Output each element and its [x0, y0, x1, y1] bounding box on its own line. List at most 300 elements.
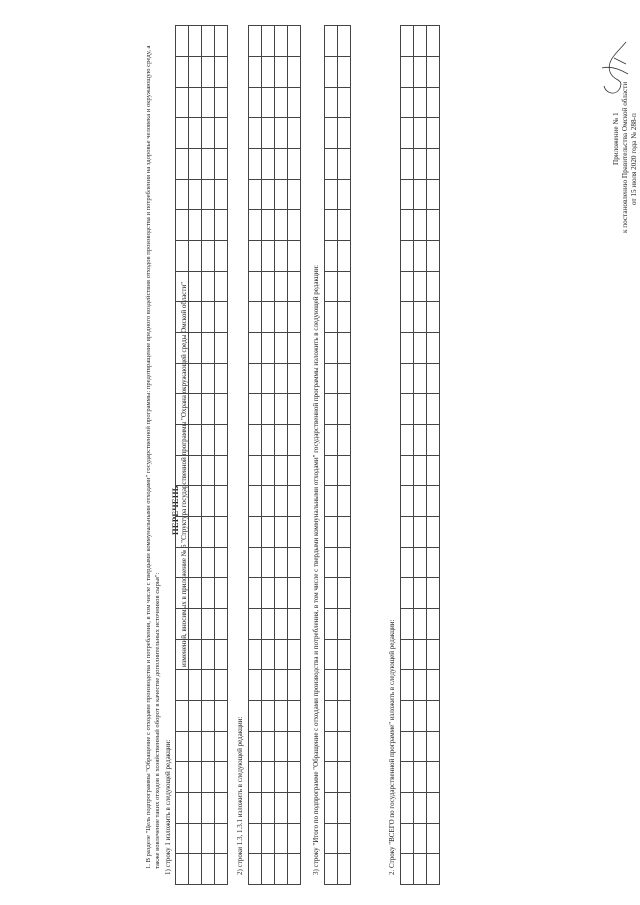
table-cell — [414, 118, 427, 149]
table-cell — [275, 302, 288, 333]
table-cell — [401, 823, 414, 854]
table-cell — [262, 394, 275, 425]
table-cell — [275, 792, 288, 823]
table-cell — [262, 823, 275, 854]
table-cell — [189, 854, 202, 885]
table-cell — [414, 302, 427, 333]
table-cell — [414, 240, 427, 271]
table-cell — [288, 578, 301, 609]
table-cell — [176, 118, 189, 149]
table-cell — [249, 87, 262, 118]
table-cell — [288, 118, 301, 149]
table-cell — [401, 424, 414, 455]
table-cell — [262, 210, 275, 241]
table-cell — [414, 547, 427, 578]
table-cell — [338, 271, 351, 302]
table-cell — [202, 670, 215, 701]
table-cell — [215, 639, 228, 670]
table-cell — [249, 762, 262, 793]
table-cell — [176, 700, 189, 731]
item2-heading: 2. Строку "ВСЕГО по государственной программе" изложить в следующей редакции: — [388, 619, 396, 875]
table-cell — [249, 578, 262, 609]
table-cell — [401, 792, 414, 823]
table-cell — [325, 240, 338, 271]
table-cell — [215, 700, 228, 731]
table-cell — [262, 148, 275, 179]
table-cell — [401, 394, 414, 425]
table-cell — [325, 424, 338, 455]
table-cell — [288, 271, 301, 302]
table-cell — [176, 240, 189, 271]
table-cell — [215, 56, 228, 87]
table-cell — [189, 118, 202, 149]
table-cell — [189, 240, 202, 271]
table-cell — [427, 578, 440, 609]
table-cell — [275, 363, 288, 394]
table-cell — [427, 210, 440, 241]
table-cell — [215, 762, 228, 793]
table-cell — [202, 547, 215, 578]
table-cell — [202, 148, 215, 179]
table-row — [414, 26, 427, 885]
table-cell — [202, 700, 215, 731]
table-cell — [176, 854, 189, 885]
table-cell — [275, 608, 288, 639]
table-cell — [275, 670, 288, 701]
table-cell — [401, 516, 414, 547]
table-cell — [189, 210, 202, 241]
table-cell — [414, 854, 427, 885]
table-cell — [325, 56, 338, 87]
table-cell — [288, 148, 301, 179]
table-cell — [275, 179, 288, 210]
table-cell — [325, 762, 338, 793]
table-cell — [427, 363, 440, 394]
table-cell — [325, 639, 338, 670]
table-cell — [288, 179, 301, 210]
table-cell — [325, 455, 338, 486]
table-cell — [215, 670, 228, 701]
table-cell — [414, 823, 427, 854]
table-cell — [427, 854, 440, 885]
table-cell — [189, 148, 202, 179]
table-cell — [275, 210, 288, 241]
table-cell — [427, 639, 440, 670]
table-cell — [262, 516, 275, 547]
table-cell — [401, 118, 414, 149]
table-cell — [262, 731, 275, 762]
table-cell — [249, 26, 262, 57]
table-row — [288, 26, 301, 885]
table-cell — [427, 56, 440, 87]
table-cell — [215, 302, 228, 333]
table-cell — [414, 363, 427, 394]
table-cell — [215, 26, 228, 57]
table-cell — [338, 118, 351, 149]
table-cell — [202, 179, 215, 210]
table-cell — [189, 56, 202, 87]
table-cell — [215, 424, 228, 455]
table-cell — [338, 363, 351, 394]
table-cell — [189, 792, 202, 823]
table-cell — [189, 516, 202, 547]
table-cell — [262, 332, 275, 363]
table-cell — [401, 486, 414, 517]
table-cell — [176, 148, 189, 179]
table-cell — [401, 731, 414, 762]
table-cell — [262, 578, 275, 609]
table-cell — [249, 56, 262, 87]
table-cell — [427, 271, 440, 302]
paragraph-item1: 1. В разделе "Цель подпрограммы "Обращение с отходами производства и потребления, в том числе с твердыми коммунальными отходами" государственной программы: предотвращение вредного воздействия отходов производства и потребления на здоровье человека и окружающую среду, а также вовлечение таких отходов в хозяйственный оборот в качестве дополнительных источников сырья": — [145, 45, 161, 869]
table-cell — [414, 792, 427, 823]
table-row — [325, 26, 338, 885]
table-cell — [249, 179, 262, 210]
table-cell — [262, 240, 275, 271]
table-cell — [215, 87, 228, 118]
table-cell — [215, 455, 228, 486]
table-cell — [202, 608, 215, 639]
table-cell — [325, 26, 338, 57]
table-row — [202, 26, 215, 885]
table-cell — [215, 516, 228, 547]
section-3-heading: 3) строку "Итого по подпрограмме "Обращение с отходами производства и потребления, в том числе с твердыми коммунальными отходами" государственной программы изложить в следующей редакции: — [312, 264, 320, 875]
table-cell — [262, 424, 275, 455]
table-cell — [325, 332, 338, 363]
table-cell — [325, 823, 338, 854]
appendix-line2: к постановлению Правительства Омской области — [621, 81, 629, 233]
table-cell — [176, 516, 189, 547]
table-cell — [249, 608, 262, 639]
table-cell — [427, 608, 440, 639]
table-cell — [176, 731, 189, 762]
table-cell — [288, 547, 301, 578]
table-cell — [176, 271, 189, 302]
table-cell — [401, 148, 414, 179]
table-cell — [202, 792, 215, 823]
table-subprogram-total — [324, 25, 351, 885]
table-cell — [176, 394, 189, 425]
table-cell — [325, 179, 338, 210]
table-cell — [202, 731, 215, 762]
table-cell — [288, 823, 301, 854]
table-cell — [189, 823, 202, 854]
table-cell — [414, 26, 427, 57]
document-title: ПЕРЕЧЕНЬ — [170, 485, 180, 535]
table-cell — [189, 87, 202, 118]
table-cell — [176, 639, 189, 670]
table-cell — [215, 792, 228, 823]
table-cell — [325, 516, 338, 547]
table-cell — [189, 486, 202, 517]
table-cell — [414, 424, 427, 455]
table-cell — [215, 148, 228, 179]
table-cell — [215, 608, 228, 639]
table-cell — [189, 731, 202, 762]
section-2-heading: 2) строки 1.3, 1.3.1 изложить в следующей редакции: — [236, 716, 244, 875]
table-cell — [202, 639, 215, 670]
table-cell — [325, 148, 338, 179]
table-cell — [401, 26, 414, 57]
table-cell — [427, 762, 440, 793]
table-cell — [427, 26, 440, 57]
table-cell — [338, 210, 351, 241]
table-cell — [202, 854, 215, 885]
table-cell — [215, 118, 228, 149]
table-cell — [338, 56, 351, 87]
table-cell — [288, 87, 301, 118]
table-cell — [275, 578, 288, 609]
table-cell — [202, 332, 215, 363]
table-cell — [215, 394, 228, 425]
table-cell — [414, 762, 427, 793]
table-cell — [288, 639, 301, 670]
table-cell — [427, 424, 440, 455]
table-row — [338, 26, 351, 885]
table-cell — [414, 608, 427, 639]
table-cell — [275, 854, 288, 885]
table-cell — [262, 87, 275, 118]
table-cell — [414, 516, 427, 547]
table-cell — [288, 700, 301, 731]
table-cell — [202, 486, 215, 517]
table-cell — [262, 608, 275, 639]
table-row — [215, 26, 228, 885]
table-cell — [249, 148, 262, 179]
table-cell — [414, 700, 427, 731]
table-cell — [414, 455, 427, 486]
table-cell — [189, 332, 202, 363]
table-cell — [249, 424, 262, 455]
table-rows-1-3 — [248, 25, 301, 885]
table-cell — [189, 762, 202, 793]
table-cell — [288, 26, 301, 57]
table-cell — [325, 792, 338, 823]
table-cell — [262, 854, 275, 885]
table-cell — [338, 854, 351, 885]
table-cell — [176, 608, 189, 639]
table-cell — [414, 210, 427, 241]
table-cell — [338, 87, 351, 118]
table-cell — [189, 179, 202, 210]
table-cell — [427, 240, 440, 271]
table-cell — [338, 639, 351, 670]
table-cell — [215, 823, 228, 854]
table-cell — [202, 87, 215, 118]
table-cell — [249, 792, 262, 823]
table-row — [401, 26, 414, 885]
table-cell — [288, 792, 301, 823]
table-cell — [427, 670, 440, 701]
table-cell — [202, 240, 215, 271]
table-row — [427, 26, 440, 885]
table-cell — [325, 118, 338, 149]
table-cell — [215, 210, 228, 241]
table-cell — [414, 179, 427, 210]
table-cell — [189, 547, 202, 578]
table-cell — [325, 731, 338, 762]
table-row — [275, 26, 288, 885]
table-cell — [338, 455, 351, 486]
table-cell — [288, 302, 301, 333]
table-cell — [249, 302, 262, 333]
table-cell — [262, 486, 275, 517]
table-cell — [338, 394, 351, 425]
table-cell — [325, 363, 338, 394]
table-cell — [249, 639, 262, 670]
table-cell — [262, 118, 275, 149]
table-row — [262, 26, 275, 885]
table-cell — [338, 332, 351, 363]
table-cell — [401, 455, 414, 486]
table-cell — [275, 731, 288, 762]
table-cell — [401, 87, 414, 118]
table-cell — [202, 823, 215, 854]
table-cell — [427, 87, 440, 118]
table-cell — [338, 26, 351, 57]
table-cell — [275, 87, 288, 118]
table-cell — [401, 639, 414, 670]
table-cell — [189, 639, 202, 670]
table-cell — [176, 87, 189, 118]
table-cell — [189, 271, 202, 302]
table-cell — [338, 731, 351, 762]
table-cell — [262, 700, 275, 731]
table-cell — [401, 240, 414, 271]
table-row — [249, 26, 262, 885]
table-cell — [427, 547, 440, 578]
table-cell — [262, 547, 275, 578]
table-cell — [189, 670, 202, 701]
table-cell — [176, 424, 189, 455]
table-cell — [338, 148, 351, 179]
table-cell — [176, 762, 189, 793]
table-cell — [189, 302, 202, 333]
table-cell — [215, 179, 228, 210]
table-cell — [189, 608, 202, 639]
table-cell — [249, 823, 262, 854]
table-cell — [325, 486, 338, 517]
table-cell — [288, 762, 301, 793]
table-cell — [288, 455, 301, 486]
table-cell — [401, 762, 414, 793]
table-cell — [338, 700, 351, 731]
table-cell — [414, 731, 427, 762]
table-cell — [401, 56, 414, 87]
table-cell — [176, 210, 189, 241]
table-cell — [275, 118, 288, 149]
table-cell — [262, 455, 275, 486]
table-cell — [262, 762, 275, 793]
table-cell — [288, 731, 301, 762]
table-cell — [275, 762, 288, 793]
table-cell — [249, 547, 262, 578]
table-cell — [262, 302, 275, 333]
table-cell — [176, 547, 189, 578]
table-cell — [325, 394, 338, 425]
table-row1 — [175, 25, 228, 885]
table-cell — [262, 26, 275, 57]
table-cell — [275, 639, 288, 670]
table-cell — [275, 486, 288, 517]
table-cell — [249, 240, 262, 271]
table-cell — [262, 271, 275, 302]
table-cell — [414, 56, 427, 87]
table-cell — [176, 792, 189, 823]
table-cell — [427, 394, 440, 425]
table-cell — [427, 302, 440, 333]
table-cell — [176, 670, 189, 701]
table-cell — [288, 363, 301, 394]
table-cell — [288, 608, 301, 639]
table-cell — [189, 26, 202, 57]
table-cell — [401, 700, 414, 731]
table-cell — [401, 608, 414, 639]
table-cell — [249, 700, 262, 731]
table-cell — [176, 56, 189, 87]
table-cell — [249, 670, 262, 701]
table-row — [176, 26, 189, 885]
table-cell — [325, 608, 338, 639]
table-cell — [338, 240, 351, 271]
table-cell — [202, 56, 215, 87]
table-cell — [325, 210, 338, 241]
table-cell — [189, 455, 202, 486]
table-cell — [249, 118, 262, 149]
table-cell — [414, 87, 427, 118]
table-cell — [275, 547, 288, 578]
table-cell — [338, 424, 351, 455]
table-cell — [338, 762, 351, 793]
table-cell — [401, 670, 414, 701]
table-cell — [414, 578, 427, 609]
table-cell — [288, 854, 301, 885]
table-cell — [414, 332, 427, 363]
table-cell — [338, 486, 351, 517]
table-cell — [202, 424, 215, 455]
table-cell — [288, 240, 301, 271]
table-cell — [338, 608, 351, 639]
table-cell — [202, 516, 215, 547]
table-cell — [427, 148, 440, 179]
table-cell — [401, 854, 414, 885]
table-cell — [202, 394, 215, 425]
table-cell — [275, 394, 288, 425]
table-cell — [288, 670, 301, 701]
table-cell — [275, 148, 288, 179]
table-cell — [338, 516, 351, 547]
table-cell — [401, 179, 414, 210]
table-cell — [215, 240, 228, 271]
table-cell — [215, 363, 228, 394]
table-cell — [414, 670, 427, 701]
table-cell — [401, 332, 414, 363]
table-cell — [288, 424, 301, 455]
table-cell — [189, 394, 202, 425]
table-cell — [189, 363, 202, 394]
table-cell — [414, 148, 427, 179]
table-cell — [249, 271, 262, 302]
table-cell — [176, 455, 189, 486]
table-cell — [427, 118, 440, 149]
table-cell — [249, 854, 262, 885]
table-cell — [249, 210, 262, 241]
table-cell — [414, 639, 427, 670]
table-cell — [288, 394, 301, 425]
table-cell — [202, 302, 215, 333]
appendix-line3: от 15 июля 2020 года № 288-п — [630, 113, 638, 205]
table-cell — [338, 302, 351, 333]
